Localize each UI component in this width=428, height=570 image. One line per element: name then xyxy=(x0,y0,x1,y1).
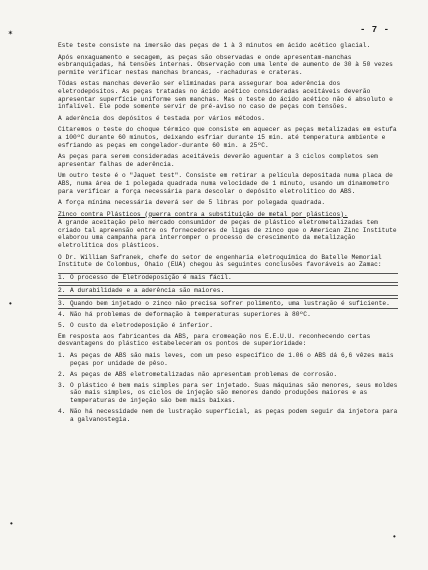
list-item: 2. As peças de ABS eletrometalizadas não apresentam problemas de corrosão. xyxy=(58,370,338,378)
scan-mark: • xyxy=(392,533,397,542)
list-item: 2. A durabilidade e a aderência são maiores. xyxy=(58,285,398,296)
section-subheading: Zinco contra Plásticos (guerra contra a substituição de metal por plásticos). xyxy=(58,210,348,218)
paragraph: As peças para serem consideradas aceitáveis deverão aguentar a 3 ciclos completos sem apresentar falhas de aderência. xyxy=(58,153,378,168)
list-item: 1. As peças de ABS são mais leves, com um peso específico de 1.06 o ABS dá 6,6 vêzes mais peças por unidade de pêso. xyxy=(58,352,394,367)
paragraph: Tôdas estas manchas deverão ser eliminadas para assegurar boa aderência dos eletrodepósitos. As peças tratadas no ácido acético consideradas aceitáveis deverão apresentar superfície uniforme sem manchas. Mas o teste do ácido acético não é absoluto e infalível. Ele pode somente servir de pré-aviso no caso de peças com tensões. xyxy=(58,80,393,111)
body-text xyxy=(58,42,398,427)
abs-advantages-list xyxy=(58,352,398,423)
scan-mark: • xyxy=(9,520,14,529)
paragraph: A força mínima necessária deverá ser de 5 libras por polegada quadrada. xyxy=(58,199,326,207)
list-item: 5. O custo da eletrodeposição é inferior. xyxy=(58,321,213,329)
paragraph: Este teste consiste na imersão das peças de 1 à 3 minutos em ácido acético glacial. xyxy=(58,42,371,49)
list-item: 4. Não há problemas de deformação à temperaturas superiores à 80ºC. xyxy=(58,310,311,318)
paragraph: A aderência dos depósitos é testada por vários métodos. xyxy=(58,114,265,122)
paragraph: A grande aceitação pelo mercado consumidor de peças de plástico eletrometalizadas tem criado tal apreensão entre os fornecedores de ligas de zinco que o American Zinc Institute elaborou uma campanha para interromper o processo de crescimento da metalização eletrolítica dos plásticos. xyxy=(58,219,397,250)
paragraph: Um outro teste é o "Jaquet test". Consiste em retirar a película depositada numa placa de ABS, numa área de 1 polegada quadrada numa velocidade de 1 minuto, usando um dinamometro para verificar a força necessária para descolar o depósito eletrolítico do ABS. xyxy=(58,172,393,195)
list-item: 3. O plástico é bem mais simples para ser injetado. Suas máquinas são menores, seus moldes são mais simples, os ciclos de injeção são menores dando produções maiores e as temperaturas de injeção são bem mais baixas. xyxy=(58,381,398,404)
paragraph: O Dr. William Safranek, chefe do setor de engenharia eletroquímica do Batelle Memorial Institute de Colombus, Ohaio (EUA) chegou às seguintes conclusões favoráveis ao Zamac: xyxy=(58,253,382,269)
scan-mark: ✶ xyxy=(8,29,13,38)
list-item: 3. Quando bem injetado o zinco não precisa sofrer polimento, uma lustração é suficiente. xyxy=(58,298,398,309)
paragraph: Após enxaguamento e secagem, as peças são observadas e onde apresentam-manchas esbranquiçadas, há tensões internas. Observação com uma lente de aumento de 30 à 50 vezes permite verificar nestas manchas brancas, -rachaduras e crateras. xyxy=(58,53,393,76)
scan-mark: • xyxy=(8,300,13,309)
zamac-advantages-list xyxy=(58,273,398,329)
paragraph: Citaremos o teste do choque térmico que consiste em aquecer as peças metalizadas em estufa a 100ºC durante 60 minutos, deixando esfriar durante 15 min. até temperatura ambiente e esfriando as peças em congelador-durante 60 min. a 25ºC. xyxy=(58,126,397,149)
page-number: - 7 - xyxy=(360,25,390,35)
list-item: 1. O processo de Eletrodeposição é mais fácil. xyxy=(58,273,398,284)
paragraph: Em resposta aos fabricantes da ABS, para cromeação nos E.E.U.U. reconhecendo certas desvantagens do plástico estabeleceram os pontos de superioridade: xyxy=(58,332,371,348)
list-item: 4. Não há necessidade nem de lustração superficial, as peças podem seguir da injetora para a galvanostegia. xyxy=(58,408,398,423)
